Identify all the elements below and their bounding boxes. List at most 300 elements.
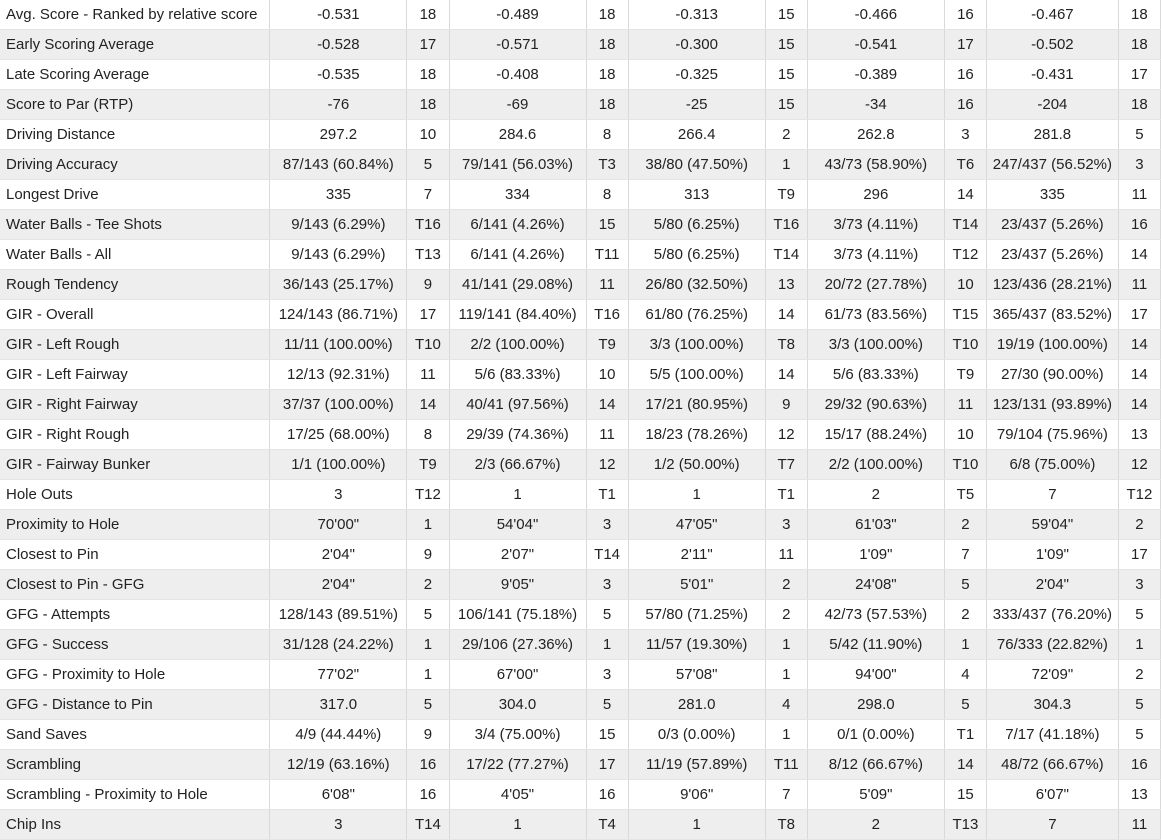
rank-cell: T4 — [586, 810, 628, 840]
table-row — [0, 540, 1161, 570]
rank-cell: 8 — [407, 420, 449, 450]
rank-cell: 12 — [1118, 450, 1160, 480]
rank-cell: 2 — [765, 600, 807, 630]
rank-cell: T7 — [765, 450, 807, 480]
value-cell: 11/19 (57.89%) — [628, 750, 765, 780]
stat-label: GIR - Left Fairway — [0, 360, 270, 390]
rank-cell: 8 — [586, 120, 628, 150]
rank-cell: T16 — [586, 300, 628, 330]
rank-cell: T11 — [765, 750, 807, 780]
value-cell: 15/17 (88.24%) — [807, 420, 944, 450]
table-row — [0, 330, 1161, 360]
value-cell: -34 — [807, 90, 944, 120]
value-cell: 297.2 — [270, 120, 407, 150]
rank-cell: 15 — [765, 30, 807, 60]
value-cell: 124/143 (86.71%) — [270, 300, 407, 330]
value-cell: 333/437 (76.20%) — [987, 600, 1119, 630]
stat-label: Chip Ins — [0, 810, 270, 840]
value-cell: 9'06" — [628, 780, 765, 810]
value-cell: 6/141 (4.26%) — [449, 210, 586, 240]
value-cell: -0.541 — [807, 30, 944, 60]
value-cell: 48/72 (66.67%) — [987, 750, 1119, 780]
table-row — [0, 30, 1161, 60]
value-cell: -76 — [270, 90, 407, 120]
rank-cell: 13 — [765, 270, 807, 300]
rank-cell: 15 — [765, 60, 807, 90]
value-cell: 29/32 (90.63%) — [807, 390, 944, 420]
stat-label: Early Scoring Average — [0, 30, 270, 60]
rank-cell: 3 — [586, 660, 628, 690]
value-cell: 119/141 (84.40%) — [449, 300, 586, 330]
rank-cell: 5 — [407, 600, 449, 630]
stat-label: Driving Distance — [0, 120, 270, 150]
rank-cell: 14 — [407, 390, 449, 420]
value-cell: 298.0 — [807, 690, 944, 720]
rank-cell: T9 — [765, 180, 807, 210]
value-cell: 59'04" — [987, 510, 1119, 540]
table-row — [0, 390, 1161, 420]
rank-cell: T8 — [765, 810, 807, 840]
value-cell: 335 — [270, 180, 407, 210]
value-cell: 2 — [807, 480, 944, 510]
rank-cell: T10 — [944, 330, 986, 360]
stat-label: GFG - Distance to Pin — [0, 690, 270, 720]
table-row — [0, 300, 1161, 330]
value-cell: 57'08" — [628, 660, 765, 690]
rank-cell: 11 — [586, 270, 628, 300]
rank-cell: 14 — [765, 360, 807, 390]
stat-label: Scrambling - Proximity to Hole — [0, 780, 270, 810]
rank-cell: T14 — [944, 210, 986, 240]
rank-cell: 2 — [944, 600, 986, 630]
value-cell: 37/37 (100.00%) — [270, 390, 407, 420]
value-cell: 42/73 (57.53%) — [807, 600, 944, 630]
rank-cell: T16 — [765, 210, 807, 240]
rank-cell: 17 — [1118, 60, 1160, 90]
rank-cell: T5 — [944, 480, 986, 510]
rank-cell: 7 — [407, 180, 449, 210]
rank-cell: 1 — [944, 630, 986, 660]
rank-cell: 18 — [1118, 90, 1160, 120]
stat-label: Scrambling — [0, 750, 270, 780]
rank-cell: 18 — [1118, 30, 1160, 60]
stat-label: Score to Par (RTP) — [0, 90, 270, 120]
value-cell: 0/1 (0.00%) — [807, 720, 944, 750]
value-cell: -25 — [628, 90, 765, 120]
value-cell: 304.0 — [449, 690, 586, 720]
rank-cell: 15 — [765, 90, 807, 120]
stat-label: Longest Drive — [0, 180, 270, 210]
rank-cell: T9 — [407, 450, 449, 480]
rank-cell: 17 — [407, 300, 449, 330]
rank-cell: 16 — [1118, 750, 1160, 780]
rank-cell: T14 — [586, 540, 628, 570]
value-cell: 281.0 — [628, 690, 765, 720]
rank-cell: 17 — [1118, 300, 1160, 330]
value-cell: -0.467 — [987, 0, 1119, 30]
stat-label: GFG - Success — [0, 630, 270, 660]
rank-cell: 18 — [407, 90, 449, 120]
value-cell: -0.313 — [628, 0, 765, 30]
value-cell: 313 — [628, 180, 765, 210]
value-cell: 3/73 (4.11%) — [807, 210, 944, 240]
rank-cell: T1 — [586, 480, 628, 510]
value-cell: 262.8 — [807, 120, 944, 150]
rank-cell: 16 — [407, 750, 449, 780]
value-cell: 7/17 (41.18%) — [987, 720, 1119, 750]
value-cell: 9'05" — [449, 570, 586, 600]
rank-cell: 1 — [765, 720, 807, 750]
value-cell: 29/39 (74.36%) — [449, 420, 586, 450]
value-cell: 77'02" — [270, 660, 407, 690]
rank-cell: 18 — [586, 30, 628, 60]
rank-cell: 10 — [944, 270, 986, 300]
value-cell: 281.8 — [987, 120, 1119, 150]
value-cell: 12/13 (92.31%) — [270, 360, 407, 390]
rank-cell: 2 — [944, 510, 986, 540]
value-cell: -0.431 — [987, 60, 1119, 90]
value-cell: 5/80 (6.25%) — [628, 210, 765, 240]
value-cell: 67'00" — [449, 660, 586, 690]
value-cell: 2'04" — [270, 570, 407, 600]
value-cell: 18/23 (78.26%) — [628, 420, 765, 450]
value-cell: 128/143 (89.51%) — [270, 600, 407, 630]
table-row — [0, 0, 1161, 30]
value-cell: 2'07" — [449, 540, 586, 570]
rank-cell: 11 — [407, 360, 449, 390]
rank-cell: 3 — [1118, 150, 1160, 180]
rank-cell: 18 — [586, 90, 628, 120]
rank-cell: 10 — [586, 360, 628, 390]
value-cell: 47'05" — [628, 510, 765, 540]
rank-cell: T12 — [407, 480, 449, 510]
value-cell: 5/6 (83.33%) — [807, 360, 944, 390]
rank-cell: 5 — [944, 690, 986, 720]
rank-cell: T9 — [586, 330, 628, 360]
value-cell: 2'11" — [628, 540, 765, 570]
value-cell: 3/3 (100.00%) — [628, 330, 765, 360]
rank-cell: T6 — [944, 150, 986, 180]
value-cell: 31/128 (24.22%) — [270, 630, 407, 660]
value-cell: -204 — [987, 90, 1119, 120]
value-cell: 26/80 (32.50%) — [628, 270, 765, 300]
rank-cell: T16 — [407, 210, 449, 240]
rank-cell: 9 — [407, 720, 449, 750]
value-cell: -0.528 — [270, 30, 407, 60]
value-cell: -69 — [449, 90, 586, 120]
value-cell: 5/80 (6.25%) — [628, 240, 765, 270]
table-row — [0, 780, 1161, 810]
rank-cell: T1 — [944, 720, 986, 750]
table-row — [0, 630, 1161, 660]
value-cell: 123/436 (28.21%) — [987, 270, 1119, 300]
stat-label: GIR - Fairway Bunker — [0, 450, 270, 480]
value-cell: 27/30 (90.00%) — [987, 360, 1119, 390]
value-cell: 3/73 (4.11%) — [807, 240, 944, 270]
rank-cell: 11 — [1118, 810, 1160, 840]
value-cell: 106/141 (75.18%) — [449, 600, 586, 630]
value-cell: 335 — [987, 180, 1119, 210]
rank-cell: 5 — [586, 600, 628, 630]
table-row — [0, 60, 1161, 90]
value-cell: 61'03" — [807, 510, 944, 540]
value-cell: -0.502 — [987, 30, 1119, 60]
rank-cell: 11 — [586, 420, 628, 450]
value-cell: 41/141 (29.08%) — [449, 270, 586, 300]
value-cell: 1 — [628, 480, 765, 510]
table-row — [0, 420, 1161, 450]
rank-cell: 7 — [944, 540, 986, 570]
value-cell: 29/106 (27.36%) — [449, 630, 586, 660]
rank-cell: 1 — [586, 630, 628, 660]
rank-cell: 16 — [944, 60, 986, 90]
stat-label: Late Scoring Average — [0, 60, 270, 90]
rank-cell: 17 — [586, 750, 628, 780]
table-row — [0, 510, 1161, 540]
rank-cell: 18 — [407, 0, 449, 30]
value-cell: 3 — [270, 480, 407, 510]
rank-cell: T13 — [407, 240, 449, 270]
rank-cell: T8 — [765, 330, 807, 360]
rank-cell: 12 — [765, 420, 807, 450]
value-cell: 17/22 (77.27%) — [449, 750, 586, 780]
rank-cell: T14 — [407, 810, 449, 840]
value-cell: 3/3 (100.00%) — [807, 330, 944, 360]
value-cell: 5'09" — [807, 780, 944, 810]
rank-cell: 14 — [1118, 240, 1160, 270]
rank-cell: 1 — [765, 660, 807, 690]
value-cell: 123/131 (93.89%) — [987, 390, 1119, 420]
value-cell: 3 — [270, 810, 407, 840]
table-row — [0, 90, 1161, 120]
rank-cell: 5 — [1118, 120, 1160, 150]
value-cell: -0.489 — [449, 0, 586, 30]
rank-cell: 2 — [1118, 510, 1160, 540]
rank-cell: 13 — [1118, 420, 1160, 450]
rank-cell: 17 — [1118, 540, 1160, 570]
value-cell: -0.571 — [449, 30, 586, 60]
rank-cell: 2 — [765, 570, 807, 600]
rank-cell: 15 — [944, 780, 986, 810]
rank-cell: 1 — [1118, 630, 1160, 660]
rank-cell: 16 — [944, 0, 986, 30]
value-cell: 6'08" — [270, 780, 407, 810]
stat-label: Proximity to Hole — [0, 510, 270, 540]
value-cell: 0/3 (0.00%) — [628, 720, 765, 750]
rank-cell: 7 — [765, 780, 807, 810]
value-cell: 87/143 (60.84%) — [270, 150, 407, 180]
value-cell: 2'04" — [270, 540, 407, 570]
value-cell: 1'09" — [987, 540, 1119, 570]
value-cell: 19/19 (100.00%) — [987, 330, 1119, 360]
value-cell: 8/12 (66.67%) — [807, 750, 944, 780]
value-cell: 5/42 (11.90%) — [807, 630, 944, 660]
rank-cell: 2 — [1118, 660, 1160, 690]
rank-cell: 18 — [1118, 0, 1160, 30]
rank-cell: 14 — [586, 390, 628, 420]
rank-cell: 9 — [407, 540, 449, 570]
value-cell: 11/57 (19.30%) — [628, 630, 765, 660]
value-cell: 23/437 (5.26%) — [987, 240, 1119, 270]
value-cell: 54'04" — [449, 510, 586, 540]
rank-cell: 17 — [944, 30, 986, 60]
stat-label: Avg. Score - Ranked by relative score — [0, 0, 270, 30]
table-row — [0, 570, 1161, 600]
rank-cell: 1 — [407, 660, 449, 690]
table-row — [0, 270, 1161, 300]
rank-cell: 12 — [586, 450, 628, 480]
rank-cell: 18 — [586, 60, 628, 90]
value-cell: 38/80 (47.50%) — [628, 150, 765, 180]
value-cell: 17/25 (68.00%) — [270, 420, 407, 450]
stat-label: GIR - Right Fairway — [0, 390, 270, 420]
rank-cell: 14 — [944, 180, 986, 210]
value-cell: 79/141 (56.03%) — [449, 150, 586, 180]
rank-cell: 4 — [944, 660, 986, 690]
value-cell: 40/41 (97.56%) — [449, 390, 586, 420]
value-cell: 296 — [807, 180, 944, 210]
table-row — [0, 180, 1161, 210]
rank-cell: 5 — [944, 570, 986, 600]
value-cell: -0.408 — [449, 60, 586, 90]
table-row — [0, 690, 1161, 720]
rank-cell: T10 — [407, 330, 449, 360]
stat-label: GFG - Proximity to Hole — [0, 660, 270, 690]
stat-label: Hole Outs — [0, 480, 270, 510]
value-cell: -0.325 — [628, 60, 765, 90]
rank-cell: 3 — [944, 120, 986, 150]
rank-cell: 3 — [765, 510, 807, 540]
rank-cell: 3 — [1118, 570, 1160, 600]
value-cell: 24'08" — [807, 570, 944, 600]
table-row — [0, 720, 1161, 750]
rank-cell: 3 — [586, 510, 628, 540]
rank-cell: T15 — [944, 300, 986, 330]
rank-cell: 10 — [944, 420, 986, 450]
rank-cell: 2 — [407, 570, 449, 600]
rank-cell: 15 — [586, 720, 628, 750]
rank-cell: T12 — [944, 240, 986, 270]
value-cell: -0.389 — [807, 60, 944, 90]
stat-label: GIR - Right Rough — [0, 420, 270, 450]
value-cell: 72'09" — [987, 660, 1119, 690]
value-cell: 1'09" — [807, 540, 944, 570]
value-cell: 5/6 (83.33%) — [449, 360, 586, 390]
rank-cell: 11 — [1118, 270, 1160, 300]
value-cell: 5/5 (100.00%) — [628, 360, 765, 390]
value-cell: 76/333 (22.82%) — [987, 630, 1119, 660]
stat-label: Driving Accuracy — [0, 150, 270, 180]
stat-label: Water Balls - Tee Shots — [0, 210, 270, 240]
rank-cell: 15 — [586, 210, 628, 240]
value-cell: 1/1 (100.00%) — [270, 450, 407, 480]
value-cell: 79/104 (75.96%) — [987, 420, 1119, 450]
rank-cell: 13 — [1118, 780, 1160, 810]
rank-cell: 14 — [765, 300, 807, 330]
value-cell: 247/437 (56.52%) — [987, 150, 1119, 180]
value-cell: 1 — [449, 810, 586, 840]
value-cell: 61/73 (83.56%) — [807, 300, 944, 330]
value-cell: 94'00" — [807, 660, 944, 690]
rank-cell: 4 — [765, 690, 807, 720]
rank-cell: 3 — [586, 570, 628, 600]
value-cell: 3/4 (75.00%) — [449, 720, 586, 750]
stat-label: Closest to Pin — [0, 540, 270, 570]
value-cell: 266.4 — [628, 120, 765, 150]
rank-cell: 1 — [765, 150, 807, 180]
rank-cell: T13 — [944, 810, 986, 840]
rank-cell: 5 — [586, 690, 628, 720]
table-row — [0, 480, 1161, 510]
rank-cell: T14 — [765, 240, 807, 270]
value-cell: 2/3 (66.67%) — [449, 450, 586, 480]
rank-cell: 11 — [944, 390, 986, 420]
table-row — [0, 750, 1161, 780]
value-cell: 9/143 (6.29%) — [270, 240, 407, 270]
rank-cell: T10 — [944, 450, 986, 480]
rank-cell: 8 — [586, 180, 628, 210]
rank-cell: 18 — [407, 60, 449, 90]
table-row — [0, 660, 1161, 690]
value-cell: 334 — [449, 180, 586, 210]
value-cell: 1 — [628, 810, 765, 840]
value-cell: 12/19 (63.16%) — [270, 750, 407, 780]
value-cell: 2'04" — [987, 570, 1119, 600]
value-cell: 6/141 (4.26%) — [449, 240, 586, 270]
value-cell: 36/143 (25.17%) — [270, 270, 407, 300]
value-cell: 23/437 (5.26%) — [987, 210, 1119, 240]
rank-cell: 1 — [765, 630, 807, 660]
value-cell: 1/2 (50.00%) — [628, 450, 765, 480]
value-cell: -0.535 — [270, 60, 407, 90]
table-row — [0, 150, 1161, 180]
rank-cell: 14 — [944, 750, 986, 780]
value-cell: 1 — [449, 480, 586, 510]
rank-cell: T11 — [586, 240, 628, 270]
value-cell: 304.3 — [987, 690, 1119, 720]
value-cell: 2/2 (100.00%) — [449, 330, 586, 360]
value-cell: 284.6 — [449, 120, 586, 150]
stat-label: GFG - Attempts — [0, 600, 270, 630]
rank-cell: 9 — [407, 270, 449, 300]
rank-cell: 9 — [765, 390, 807, 420]
rank-cell: 16 — [586, 780, 628, 810]
rank-cell: 17 — [407, 30, 449, 60]
rank-cell: T3 — [586, 150, 628, 180]
rank-cell: 11 — [1118, 180, 1160, 210]
stat-label: GIR - Overall — [0, 300, 270, 330]
rank-cell: 10 — [407, 120, 449, 150]
rank-cell: 16 — [1118, 210, 1160, 240]
rank-cell: 18 — [586, 0, 628, 30]
value-cell: 17/21 (80.95%) — [628, 390, 765, 420]
stat-label: GIR - Left Rough — [0, 330, 270, 360]
rank-cell: 14 — [1118, 360, 1160, 390]
table-row — [0, 600, 1161, 630]
rank-cell: 1 — [407, 510, 449, 540]
rank-cell: 2 — [765, 120, 807, 150]
rank-cell: 16 — [944, 90, 986, 120]
rank-cell: 14 — [1118, 330, 1160, 360]
value-cell: 2/2 (100.00%) — [807, 450, 944, 480]
value-cell: 70'00" — [270, 510, 407, 540]
table-row — [0, 450, 1161, 480]
value-cell: -0.466 — [807, 0, 944, 30]
value-cell: 5'01" — [628, 570, 765, 600]
value-cell: 4/9 (44.44%) — [270, 720, 407, 750]
value-cell: 43/73 (58.90%) — [807, 150, 944, 180]
value-cell: 6/8 (75.00%) — [987, 450, 1119, 480]
